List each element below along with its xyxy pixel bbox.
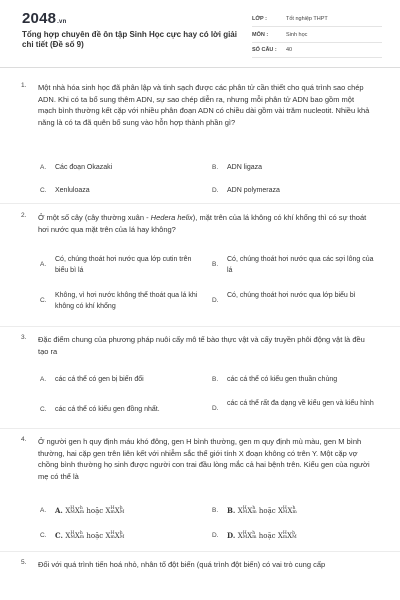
option-letter: C. (40, 406, 47, 413)
option-text: Có, chúng thoát hơi nước qua lớp cutin trên biểu bì lá (55, 256, 192, 274)
question-divider (0, 428, 400, 429)
genotype-chromosome (105, 532, 114, 540)
allele-upper: H (282, 505, 287, 511)
info-divider (252, 57, 382, 58)
genotype-chromosome (288, 507, 297, 515)
allele-lower: m (282, 535, 288, 540)
option-genotype (55, 530, 215, 542)
chromosome-letter: X (114, 507, 120, 515)
option-letter: C. (40, 532, 47, 539)
allele-lower: M (119, 535, 125, 540)
allele-upper: h (252, 505, 256, 511)
question-5 (0, 559, 400, 599)
logo-suffix: .vn (57, 19, 67, 25)
allele-upper: h (252, 530, 256, 536)
genotype-chromosome (75, 507, 84, 515)
option-genotype (227, 505, 387, 517)
option-letter: A. (40, 376, 47, 383)
chromosome-letter: X (277, 507, 283, 515)
allele-lower: m (252, 510, 257, 515)
genotype-chromosome (278, 532, 287, 540)
allele-upper: H (242, 505, 247, 511)
chromosome-letter: X (105, 507, 111, 515)
chromosome-letter: X (74, 507, 80, 515)
allele-upper: h (119, 505, 123, 511)
chromosome-letter: X (277, 532, 283, 540)
info-value: Sinh học (286, 32, 308, 38)
question-number: 4. (21, 436, 27, 443)
genotype-chromosome (115, 532, 125, 540)
allele-upper: H (242, 530, 247, 536)
allele-lower: M (242, 535, 248, 540)
allele-upper: H (110, 505, 115, 511)
document-title: Tổng hợp chuyên đề ôn tập Sinh Học cực hay có lời giải chi tiết (Đề số 9) (22, 30, 237, 49)
allele-upper: h (119, 530, 123, 536)
question-divider (0, 326, 400, 327)
allele-upper: H (110, 530, 115, 536)
option-letter: D. (212, 405, 219, 412)
allele-upper: H (70, 505, 75, 511)
option-letter: B. (212, 261, 219, 268)
info-label: MÔN : (252, 32, 269, 38)
allele-lower: m (252, 535, 257, 540)
allele-lower: m (110, 510, 115, 515)
chromosome-letter: X (237, 507, 243, 515)
option-letter: D. (212, 297, 219, 304)
option-text: ADN ligaza (227, 164, 263, 171)
genotype-chromosome (238, 507, 248, 515)
option-letter: A. (40, 507, 47, 514)
option-text: các cá thể rất đa dạng về kiểu gen và kiểu hình (227, 400, 374, 407)
question-divider (0, 203, 400, 204)
genotype-conjunction: hoặc (256, 507, 278, 515)
genotype-chromosome (115, 507, 125, 515)
option-text: ADN polymeraza (227, 187, 280, 194)
logo-main: 2048 (22, 10, 57, 27)
genotype-chromosome (238, 532, 248, 540)
allele-upper: h (292, 505, 296, 511)
chromosome-letter: X (287, 507, 293, 515)
allele-lower: m (79, 535, 85, 540)
question-text (38, 212, 374, 235)
info-divider (252, 42, 382, 43)
question-text-post: ), mặt trên của lá không có khí khổng thì có sự thoát hơi nước qua mặt trên của lá hay không? (38, 213, 367, 234)
option-letter: A. (40, 164, 47, 171)
option-text: các cá thể có gen bị biến đổi (55, 376, 144, 383)
genotype-chromosome (65, 532, 75, 540)
genotype-chromosome (105, 507, 114, 515)
allele-lower: M (70, 535, 75, 540)
genotype-conjunction: hoặc (84, 507, 106, 515)
option-text: Có, chúng thoát hơi nước qua lớp biểu bì (227, 292, 356, 299)
option-genotype (55, 505, 215, 517)
option-letter: D. (212, 187, 219, 194)
genotype-chromosome (278, 507, 288, 515)
allele-stack (293, 507, 297, 516)
chromosome-letter: X (114, 532, 120, 540)
option-letter: B. (212, 507, 219, 514)
info-divider (252, 26, 382, 27)
allele-lower: M (242, 510, 248, 515)
question-text-italic: Hedera helix (150, 213, 193, 222)
allele-upper: H (70, 530, 75, 536)
chromosome-letter: X (287, 532, 293, 540)
allele-lower: m (79, 510, 85, 515)
allele-stack (120, 507, 125, 516)
allele-upper: H (282, 530, 287, 536)
question-number: 2. (21, 212, 27, 219)
allele-lower: M (292, 535, 297, 540)
genotype-chromosome (75, 532, 84, 540)
option-letter: C. (40, 187, 47, 194)
allele-lower: M (282, 510, 288, 515)
option-text: Xenluloaza (55, 187, 90, 194)
question-number: 3. (21, 334, 27, 341)
option-letter: C. (40, 297, 47, 304)
option-text: Có, chúng thoát hơi nước qua các sợi lông của lá (227, 256, 374, 274)
option-letter: B. (212, 376, 219, 383)
info-value: Tốt nghiệp THPT (286, 16, 328, 22)
question-2 (0, 212, 400, 317)
genotype-chromosome (65, 507, 75, 515)
allele-upper: h (79, 530, 83, 536)
option-text: các cá thể có kiểu gen đồng nhất. (55, 406, 160, 413)
question-text: Ở người gen h quy định máu khó đông, gen H bình thường, gen m quy định mù màu, gen M bình thường, hai cặp gen trên liên kết với nhiễm sắc thể giới tính X đoạn không có trên Y. Một cặp vợ chồng bình thường họ sinh được người con trai đầu lòng mắc cả hai bệnh trên. Kiểu gen của người mẹ có thể là (38, 437, 370, 481)
option-text: các cá thể có kiểu gen thuần chủng (227, 376, 338, 383)
chromosome-letter: X (237, 532, 243, 540)
option-text: Không, vì hơi nước không thể thoát qua lá khi không có khí khổng (55, 292, 198, 310)
site-logo[interactable] (22, 10, 66, 27)
chromosome-letter: X (65, 507, 71, 515)
chromosome-letter: X (65, 532, 71, 540)
option-letter: A. (40, 261, 47, 268)
option-bold-letter: A. (55, 506, 66, 515)
allele-upper: h (79, 505, 83, 511)
option-letter: B. (212, 164, 219, 171)
question-1 (0, 82, 400, 202)
genotype-conjunction: hoặc (84, 532, 106, 540)
genotype-chromosome (247, 532, 256, 540)
genotype-chromosome (287, 532, 297, 540)
chromosome-letter: X (247, 532, 253, 540)
option-bold-letter: C. (55, 531, 66, 540)
question-4 (0, 436, 400, 548)
question-3 (0, 334, 400, 426)
allele-upper: h (292, 530, 295, 536)
option-genotype (227, 530, 387, 542)
chromosome-letter: X (247, 507, 253, 515)
option-text: Các đoạn Okazaki (55, 164, 113, 171)
option-bold-letter: B. (227, 506, 238, 515)
question-number: 1. (21, 82, 27, 89)
allele-lower: m (292, 510, 297, 515)
question-number: 5. (21, 559, 27, 566)
chromosome-letter: X (105, 532, 111, 540)
question-text: Đặc điểm chung của phương pháp nuôi cấy mô tế bào thực vật và cấy truyền phôi động vật là đều tạo ra (38, 335, 365, 356)
allele-lower: M (70, 510, 75, 515)
allele-lower: M (119, 510, 125, 515)
question-divider (0, 551, 400, 552)
allele-lower: m (110, 535, 115, 540)
option-bold-letter: D. (227, 531, 238, 540)
chromosome-letter: X (74, 532, 80, 540)
option-letter: D. (212, 532, 219, 539)
allele-stack (120, 532, 125, 541)
info-label: SỐ CÂU : (252, 47, 277, 53)
document-header (0, 0, 400, 66)
allele-stack (292, 532, 297, 541)
question-text-pre: Ở một số cây (cây thường xuân - (38, 213, 151, 222)
genotype-conjunction: hoặc (256, 532, 278, 540)
info-label: LỚP : (252, 16, 267, 22)
question-text: Một nhà hóa sinh học đã phân lập và tinh sạch được các phân tử cần thiết cho quá trình sao chép ADN. Khi có ta bổ sung thêm ADN, sự sao chép diễn ra, nhưng mỗi phân tử ADN bao gồm một mạch bình thường kết cặp với nhiều phân đoạn ADN có chiều dài gồm vài trăm nucleotit. Nhiều khả năng là có ta đã quên bổ sung vào hỗn hợp thành phần gì? (38, 83, 370, 127)
header-divider (0, 67, 400, 68)
genotype-chromosome (247, 507, 256, 515)
info-value: 40 (286, 47, 293, 53)
question-text: Đối với quá trình tiến hoá nhỏ, nhân tố đột biến (quá trình đột biến) có vai trò cung cấp (38, 560, 326, 569)
